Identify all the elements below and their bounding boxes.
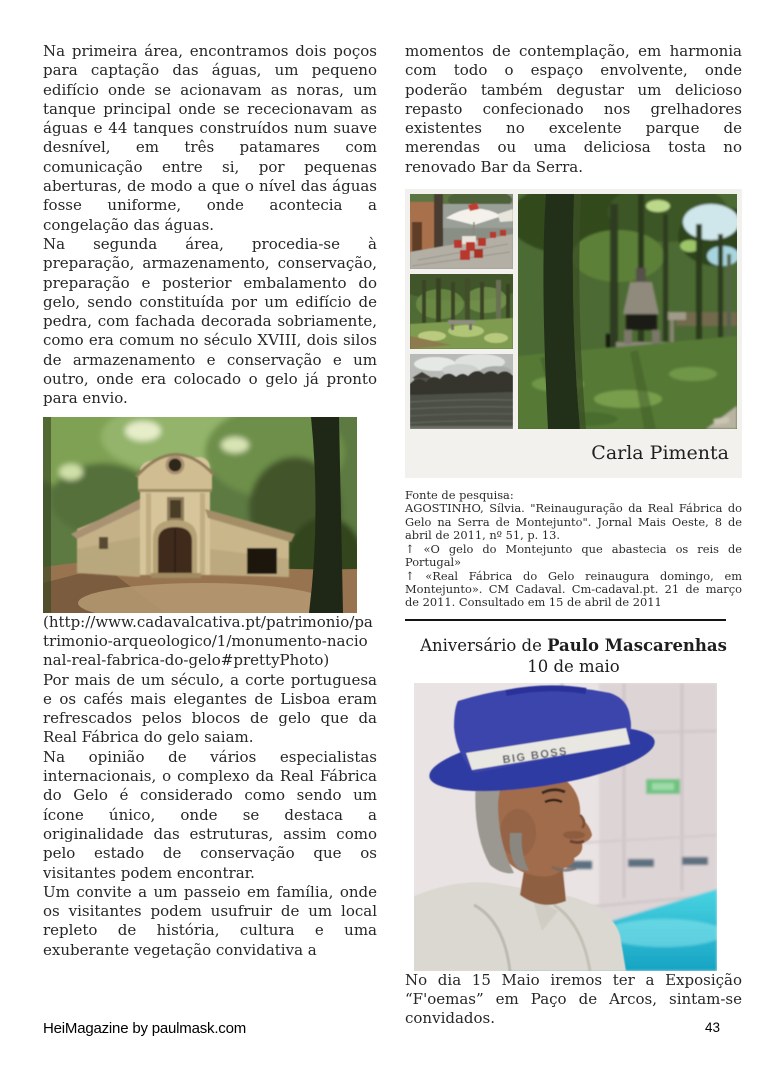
paragraph-continuation: momentos de contemplação, em harmonia com todo o espaço envolvente, onde poderão também degustar um delicioso repasto confecionado nos grelhadores existentes no excelente parque de merendas ou uma deliciosa tosta no renovado Bar da Serra.: [405, 42, 742, 176]
page-number: 43: [704, 1020, 720, 1035]
source-citation: ↑ «O gelo do Montejunto que abastecia os reis de Portugal»: [405, 541, 742, 570]
paragraph-opinion: Na opinião de vários especialistas internacionais, o complexo da Real Fábrica do Gelo é considerado como sendo um ícone único, onde se destaca a originalidade das estruturas, assim como pelo estado de conservação que os visitantes podem encontrar.: [43, 747, 377, 882]
paragraph-century: Por mais de um século, a corte portuguesa e os cafés mais elegantes de Lisboa eram refrescados pelos blocos de gelo que da Real Fábrica do gelo saiam.: [43, 670, 377, 747]
author-name: Carla Pimenta: [591, 442, 729, 465]
photo-collage: [405, 189, 742, 478]
field-photo: [410, 354, 513, 429]
page-footer: [43, 1020, 720, 1037]
photo-source-link[interactable]: (http://www.cadavalcativa.pt/patrimonio/patrimonio-arqueologico/1/monumento-nacional-real-fabrica-do-gelo#prettyPhoto): [43, 612, 373, 670]
hat-text: BIG BOSS: [501, 745, 569, 767]
portrait-photo: [414, 683, 717, 971]
source-citation: ↑ «Real Fábrica do Gelo reinaugura domingo, em Montejunto». CM Cadaval. Cm-cadaval.pt. 21 de março de 2011. Consultado em 15 de abril de 2011: [405, 568, 742, 610]
source-citation: AGOSTINHO, Sílvia. "Reinauguração da Real Fábrica do Gelo na Serra de Montejunto". Jornal Mais Oeste, 8 de abril de 2011, nº 51, p. 13.: [405, 501, 742, 543]
section-divider: [405, 619, 726, 621]
event-title-name: Paulo Mascarenhas: [547, 635, 727, 655]
left-column: [43, 42, 377, 960]
sources-label: Fonte de pesquisa:: [405, 488, 514, 503]
park-grill-photo: [518, 194, 737, 429]
event-title: [405, 635, 742, 656]
event-title-prefix: Aniversário de: [420, 635, 548, 655]
chapel-photo: [43, 417, 357, 613]
footer-brand: HeiMagazine by paulmask.com: [43, 1020, 247, 1037]
paragraph-invite: Um convite a um passeio em família, onde os visitantes podem usufruir de um local repleto de história, cultura e uma exuberante vegetação convidativa a: [43, 882, 377, 959]
paragraph-second-area: Na segunda área, procedia-se à preparação, armazenamento, conservação, preparação e posterior embalamento do gelo, sendo constituída por um edifício de pedra, com fachada decorada sobriamente, como era comum no século XVIII, dois silos de armazenamento e conservação e um outro, onde era colocado o gelo já pronto para envio.: [43, 234, 377, 408]
event-date: 10 de maio: [527, 656, 620, 676]
paragraph-first-area: Na primeira área, encontramos dois poços para captação das águas, um pequeno edifício onde se acionavam as noras, um tanque principal onde se rececionavam as águas e 44 tanques construídos num suave desnível, em três patamares com comunicação entre si, por pequenas aberturas, de modo a que o nível das águas fosse uniforme, onde acontecia a congelação das águas.: [43, 42, 377, 234]
forest-photo: [410, 274, 513, 349]
right-column: [405, 42, 742, 1029]
closing-paragraph: No dia 15 Maio iremos ter a Exposição “F'oemas” em Paço de Arcos, sintam-se convidados.: [405, 970, 742, 1028]
sources-block: [405, 489, 742, 610]
terrace-photo: [410, 194, 513, 269]
